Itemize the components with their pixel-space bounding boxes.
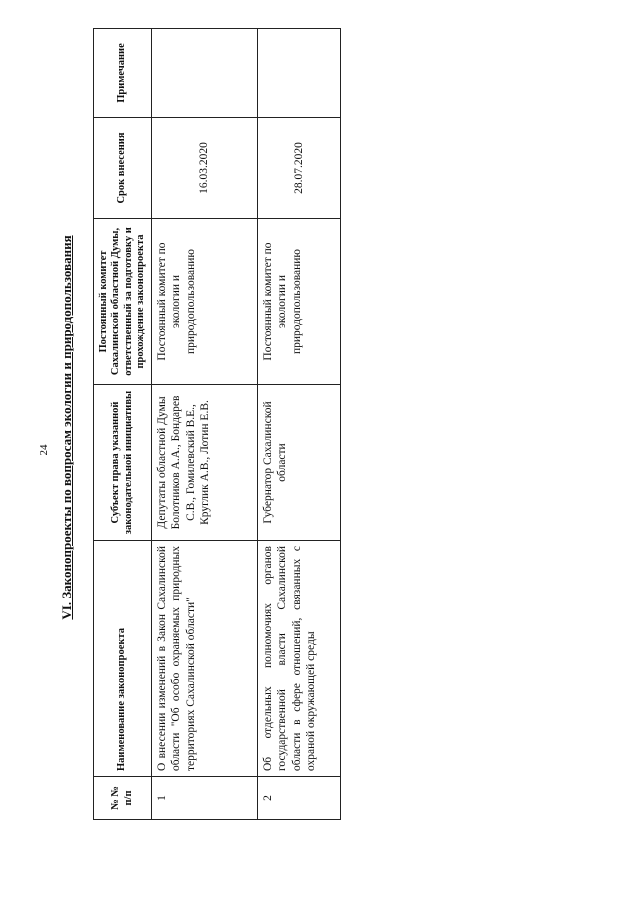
rotated-document-body [59, 35, 340, 820]
header-note: Примечание [94, 29, 152, 118]
page-number: 24 [38, 444, 50, 456]
row-initiative-subject: Депутаты областной Думы Болотников А.А., Бондарев С.В., Гомилевский В.Е., Круглик А.В., Лотин Е.В. [152, 385, 258, 541]
section-title: VI. Законопроекты по вопросам экологии и природопользования [59, 235, 74, 620]
row-responsible-committee: Постоянный комитет по экологии и природопользованию [258, 219, 341, 385]
row-submission-date: 28.07.2020 [258, 118, 341, 219]
header-number: № № п/п [94, 777, 152, 820]
row-number: 1 [152, 777, 258, 820]
row-note [152, 29, 258, 118]
row-bill-name: О внесении изменений в Закон Сахалинской области "Об особо охраняемых природных территориях Сахалинской области" [152, 541, 258, 777]
header-initiative-subject: Субъект права указанной законодательной инициативы [94, 385, 152, 541]
row-bill-name: Об отдельных полномочиях органов государственной власти Сахалинской области в сфере отношений, связанных с охраной окружающей среды [258, 541, 341, 777]
table-row [152, 29, 258, 820]
header-submission-date: Срок внесения [94, 118, 152, 219]
row-responsible-committee: Постоянный комитет по экологии и природопользованию [152, 219, 258, 385]
row-submission-date: 16.03.2020 [152, 118, 258, 219]
table-row [258, 29, 341, 820]
bills-table [93, 28, 341, 820]
table-header-row [94, 29, 152, 820]
row-number: 2 [258, 777, 341, 820]
row-initiative-subject: Губернатор Сахалинской области [258, 385, 341, 541]
header-responsible-committee: Постоянный комитет Сахалинской областной Думы, ответственный за подготовку и прохождение законопроекта [94, 219, 152, 385]
row-note [258, 29, 341, 118]
header-bill-name: Наименование законопроекта [94, 541, 152, 777]
